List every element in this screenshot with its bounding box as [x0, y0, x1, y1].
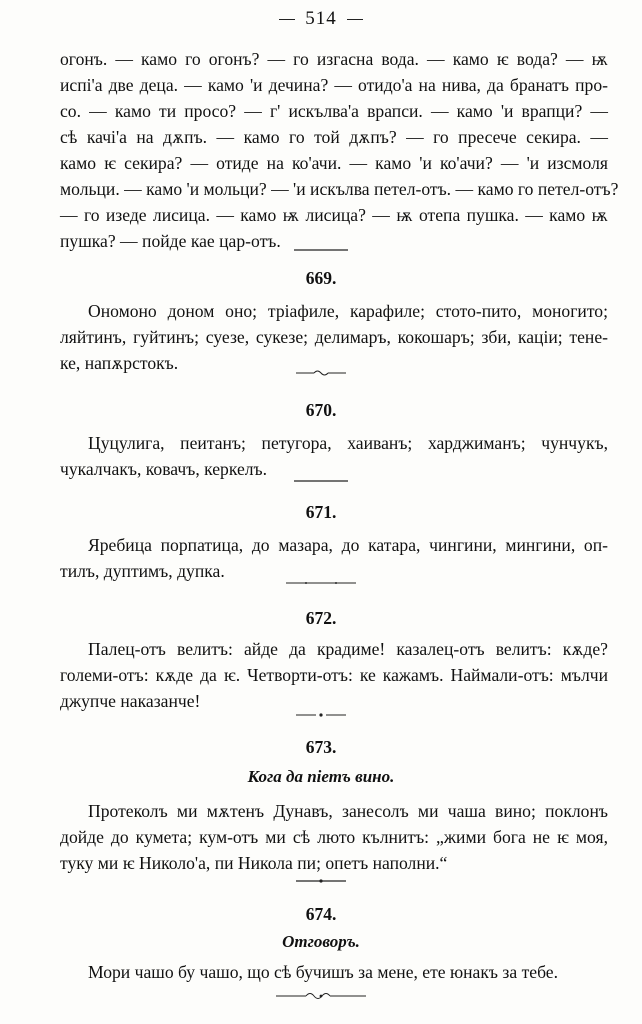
- riddle-number: 669.: [305, 268, 337, 288]
- text-line: Протеколъ ми мѫтенъ Дунавъ, занесолъ ми чаша вино; поклонъ: [88, 801, 608, 821]
- text-line: Яребица порпатица, до мазара, до катара, чингини, мингини, оп-: [88, 535, 608, 555]
- text-line: дойде до кумета; кум-отъ ми сѣ люто кълнитъ: „жими бога не ѥ моя,: [60, 827, 608, 847]
- text-line: сѣ качі'а на дѫпъ. — камо го той дѫпъ? — го пресече секира. —: [60, 127, 608, 147]
- text-line: ляйтинъ, гуйтинъ; суезе, сукезе; делимаръ, кокошаръ; зби, каціи; тене-: [60, 327, 608, 347]
- text-line: Ономоно доном оно; тріафиле, карафиле; стото-пито, моногито;: [88, 301, 608, 321]
- text-line: пушка? — пойде кае цар-отъ.: [60, 231, 281, 251]
- text-line: Мори чашо бу чашо, що сѣ бучишъ за мене, ете юнакъ за тебе.: [88, 962, 558, 982]
- header-dash-right: [347, 19, 363, 20]
- riddle-title: Кога да пiетъ вино.: [247, 767, 395, 786]
- section-divider: [0, 990, 642, 1000]
- section-divider: [0, 876, 642, 886]
- riddle-number: 670.: [305, 400, 337, 420]
- text-line: джупче наказанче!: [60, 691, 201, 711]
- riddle-number: 673.: [305, 737, 337, 757]
- text-line: испі'а две деца. — камо 'и дечина? — отидо'а на нива, да бранатъ про-: [60, 75, 608, 95]
- text-line: огонъ. — камо го огонъ? — го изгасна вода. — камо ѥ вода? — ѭ: [60, 49, 608, 69]
- section-divider: [0, 245, 642, 255]
- section-divider: [0, 710, 642, 720]
- text-line: мольци. — камо 'и мольци? — 'и искълва петел-отъ. — камо го петел-отъ?: [60, 179, 619, 199]
- text-line: со. — камо ти просо? — г' искълва'а врапси. — камо 'и врапци? —: [60, 101, 608, 121]
- section-divider: [0, 578, 642, 588]
- header-dash-left: [279, 19, 295, 20]
- text-line: туку ми ѥ Николо'а, пи Никола пи; опетъ наполни.“: [60, 853, 448, 873]
- text-line: чукалчакъ, ковачъ, керкелъ.: [60, 459, 268, 479]
- text-line: тилъ, дуптимъ, дупка.: [60, 561, 225, 581]
- section-divider: [0, 476, 642, 486]
- riddle-number: 671.: [305, 502, 337, 522]
- page-number-header: [0, 8, 642, 30]
- text-line: Палец-отъ велитъ: айде да крадиме! казалец-отъ велитъ: кѫде?: [88, 639, 608, 659]
- riddle-number: 672.: [305, 608, 337, 628]
- riddle-title: Отговоръ.: [282, 932, 360, 951]
- text-line: ке, напѫрстокъ.: [60, 353, 179, 373]
- section-divider: [0, 368, 642, 378]
- text-line: камо ѥ секира? — отиде на ко'ачи. — камо 'и ко'ачи? — 'и изсмоля: [60, 153, 608, 173]
- text-line: големи-отъ: кѫде да ѥ. Четворти-отъ: ке кажамъ. Наймали-отъ: мълчи: [60, 665, 608, 685]
- riddle-number: 674.: [305, 904, 337, 924]
- text-line: Цуцулига, пеитанъ; петугора, хаиванъ; харджиманъ; чунчукъ,: [88, 433, 608, 453]
- text-line: — го изеде лисица. — камо ѭ лисица? — ѭ отепа пушка. — камо ѭ: [60, 205, 608, 225]
- page-number: 514: [305, 8, 337, 29]
